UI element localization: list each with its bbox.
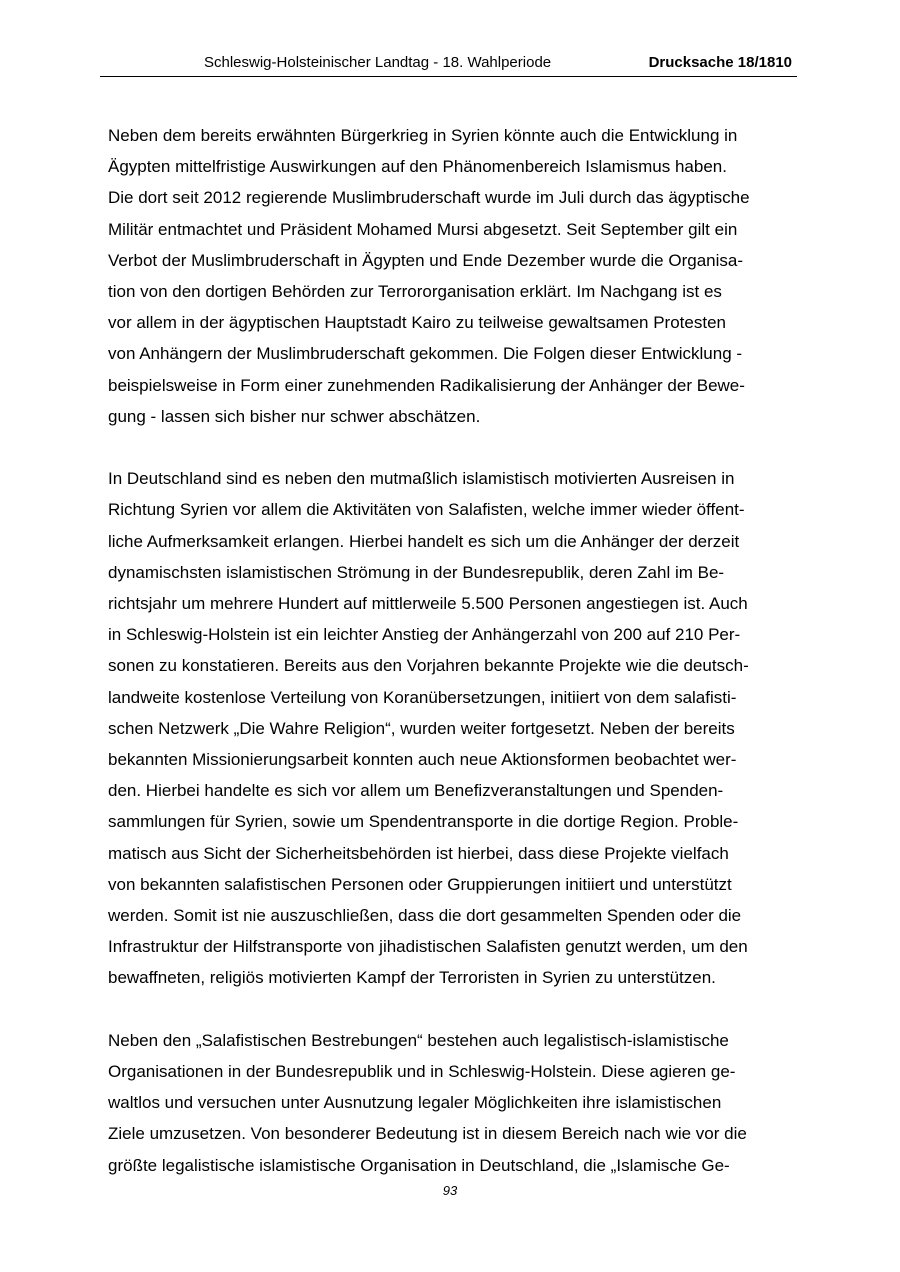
text-line: Infrastruktur der Hilfstransporte von jihadistischen Salafisten genutzt werden, um den xyxy=(108,937,748,957)
text-line: richtsjahr um mehrere Hundert auf mittlerweile 5.500 Personen angestiegen ist. Auch xyxy=(108,594,748,614)
paragraph xyxy=(108,1025,798,1181)
text-line: in Schleswig-Holstein ist ein leichter Anstieg der Anhängerzahl von 200 auf 210 Per- xyxy=(108,625,741,645)
paragraph xyxy=(108,463,798,993)
text-line: werden. Somit ist nie auszuschließen, dass die dort gesammelten Spenden oder die xyxy=(108,906,742,926)
text-line: Neben dem bereits erwähnten Bürgerkrieg in Syrien könnte auch die Entwicklung in xyxy=(108,126,738,145)
text-line: den. Hierbei handelte es sich vor allem um Benefizveranstaltungen und Spenden- xyxy=(108,781,724,801)
page-header xyxy=(100,52,797,77)
document-body xyxy=(108,120,798,1181)
text-line: Die dort seit 2012 regierende Muslimbruderschaft wurde im Juli durch das ägyptische xyxy=(108,188,750,208)
text-line: landweite kostenlose Verteilung von Koranübersetzungen, initiiert von dem salafisti- xyxy=(108,687,737,707)
text-line: gung - lassen sich bisher nur schwer abschätzen. xyxy=(108,406,481,426)
page-number: 93 xyxy=(442,1183,458,1198)
text-line: waltlos und versuchen unter Ausnutzung legaler Möglichkeiten ihre islamistischen xyxy=(108,1093,722,1113)
text-line: beispielsweise in Form einer zunehmenden Radikalisierung der Anhänger der Bewe- xyxy=(108,375,745,395)
document-number: Drucksache 18/1810 xyxy=(648,54,792,71)
text-line: Militär entmachtet und Präsident Mohamed Mursi abgesetzt. Seit September gilt ein xyxy=(108,219,738,239)
text-line: schen Netzwerk „Die Wahre Religion“, wurden weiter fortgesetzt. Neben der bereits xyxy=(108,718,735,738)
text-line: sonen zu konstatieren. Bereits aus den Vorjahren bekannte Projekte wie die deutsch- xyxy=(108,656,749,676)
text-line: Verbot der Muslimbruderschaft in Ägypten und Ende Dezember wurde die Organisa- xyxy=(108,250,744,270)
text-line: Neben den „Salafistischen Bestrebungen“ bestehen auch legalistisch-islamistische xyxy=(108,1030,729,1050)
text-line: von Anhängern der Muslimbruderschaft gekommen. Die Folgen dieser Entwicklung - xyxy=(108,344,743,364)
text-line: In Deutschland sind es neben den mutmaßlich islamistisch motivierten Ausreisen in xyxy=(108,469,735,489)
text-line: größte legalistische islamistische Organisation in Deutschland, die „Islamische Ge- xyxy=(108,1155,730,1175)
text-line: sammlungen für Syrien, sowie um Spendentransporte in die dortige Region. Proble- xyxy=(108,812,739,832)
text-line: Ägypten mittelfristige Auswirkungen auf den Phänomenbereich Islamismus haben. xyxy=(108,157,727,177)
text-line: bekannten Missionierungsarbeit konnten auch neue Aktionsformen beobachtet wer- xyxy=(108,750,737,770)
header-title: Schleswig-Holsteinischer Landtag - 18. Wahlperiode xyxy=(204,54,552,71)
text-line: dynamischsten islamistischen Strömung in der Bundesrepublik, deren Zahl im Be- xyxy=(108,562,725,582)
text-line: vor allem in der ägyptischen Hauptstadt Kairo zu teilweise gewaltsamen Protesten xyxy=(108,313,726,333)
paragraph xyxy=(108,120,798,432)
text-line: Ziele umzusetzen. Von besonderer Bedeutung ist in diesem Bereich nach wie vor die xyxy=(108,1124,747,1144)
text-line: liche Aufmerksamkeit erlangen. Hierbei handelt es sich um die Anhänger der derzeit xyxy=(108,531,740,551)
text-line: von bekannten salafistischen Personen oder Gruppierungen initiiert und unterstützt xyxy=(108,874,732,894)
text-line: matisch aus Sicht der Sicherheitsbehörden ist hierbei, dass diese Projekte vielfach xyxy=(108,843,729,863)
text-line: Organisationen in der Bundesrepublik und in Schleswig-Holstein. Diese agieren ge- xyxy=(108,1062,736,1082)
text-line: Richtung Syrien vor allem die Aktivitäten von Salafisten, welche immer wieder öffent- xyxy=(108,500,745,520)
text-line: tion von den dortigen Behörden zur Terrororganisation erklärt. Im Nachgang ist es xyxy=(108,282,722,302)
text-line: bewaffneten, religiös motivierten Kampf der Terroristen in Syrien zu unterstützen. xyxy=(108,968,716,988)
